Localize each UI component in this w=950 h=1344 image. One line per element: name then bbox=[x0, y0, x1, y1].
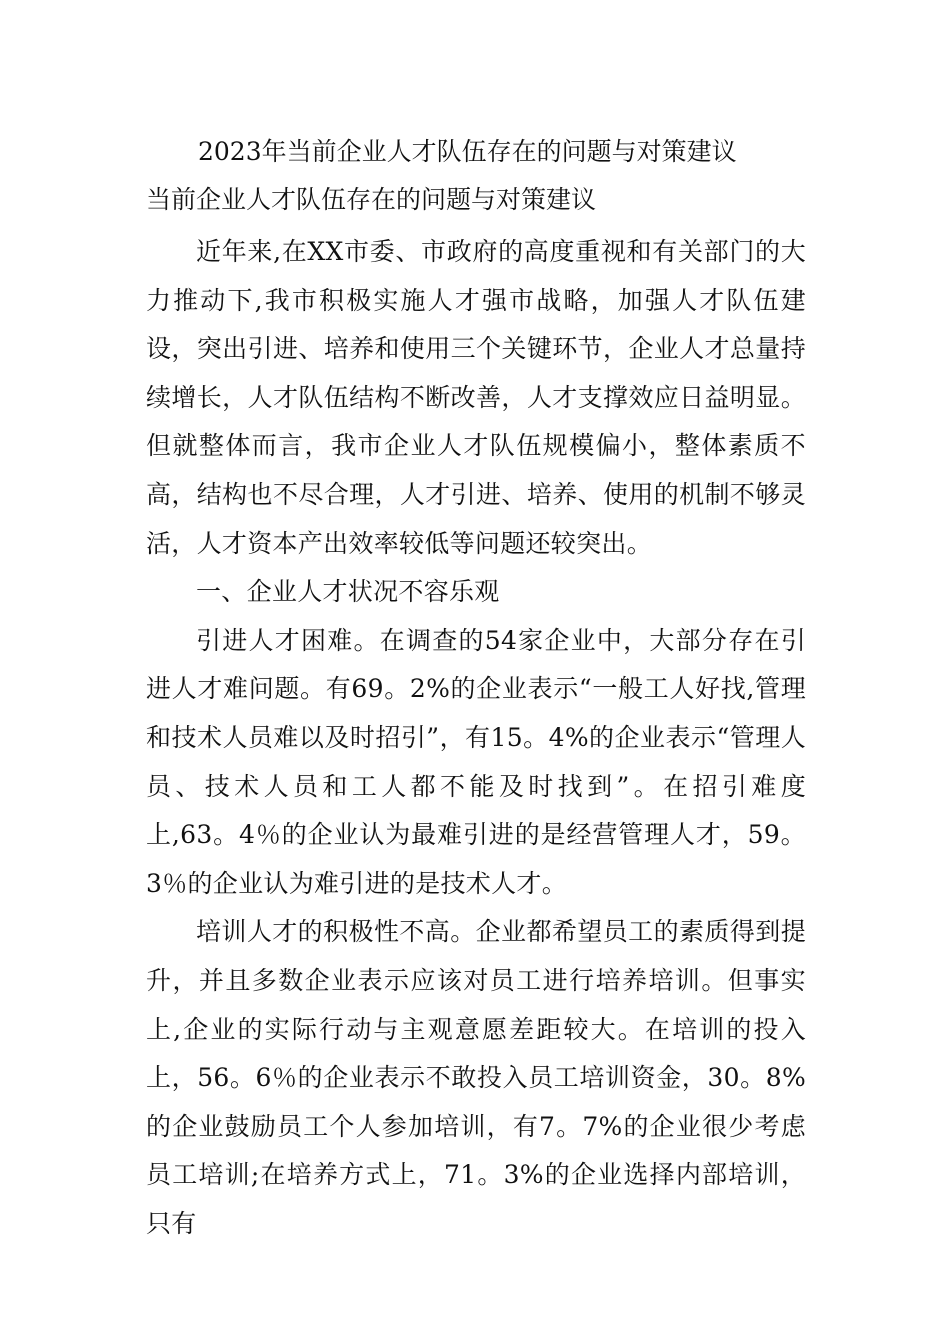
document-title: 2023年当前企业人才队伍存在的问题与对策建议 bbox=[198, 137, 737, 166]
document-subtitle: 当前企业人才队伍存在的问题与对策建议 bbox=[146, 185, 597, 214]
document-body bbox=[146, 228, 806, 1248]
paragraph-intro: 近年来,在XX市委、市政府的高度重视和有关部门的大力推动下,我市积极实施人才强市战略，加强人才队伍建设，突出引进、培养和使用三个关键环节，企业人才总量持续增长，人才队伍结构不断改善，人才支撑效应日益明显。但就整体而言，我市企业人才队伍规模偏小，整体素质不高，结构也不尽合理，人才引进、培养、使用的机制不够灵活，人才资本产出效率较低等问题还较突出。 bbox=[146, 237, 806, 558]
paragraph-training: 培训人才的积极性不高。企业都希望员工的素质得到提升，并且多数企业表示应该对员工进行培养培训。但事实上,企业的实际行动与主观意愿差距较大。在培训的投入上，56。6％的企业表示不敢投入员工培训资金，30。8%的企业鼓励员工个人参加培训，有7。7%的企业很少考虑员工培训;在培养方式上，71。3%的企业选择内部培训，只有 bbox=[146, 917, 806, 1238]
section-heading-1: 一、企业人才状况不容乐观 bbox=[196, 577, 500, 607]
paragraph-recruitment: 引进人才困难。在调查的54家企业中，大部分存在引进人才难问题。有69。2%的企业表示“一般工人好找,管理和技术人员难以及时招引”，有15。4%的企业表示“管理人员、技术人员和工人都不能及时找到”。在招引难度上,63。4％的企业认为最难引进的是经营管理人才，59。3％的企业认为难引进的是技术人才。 bbox=[146, 625, 806, 898]
